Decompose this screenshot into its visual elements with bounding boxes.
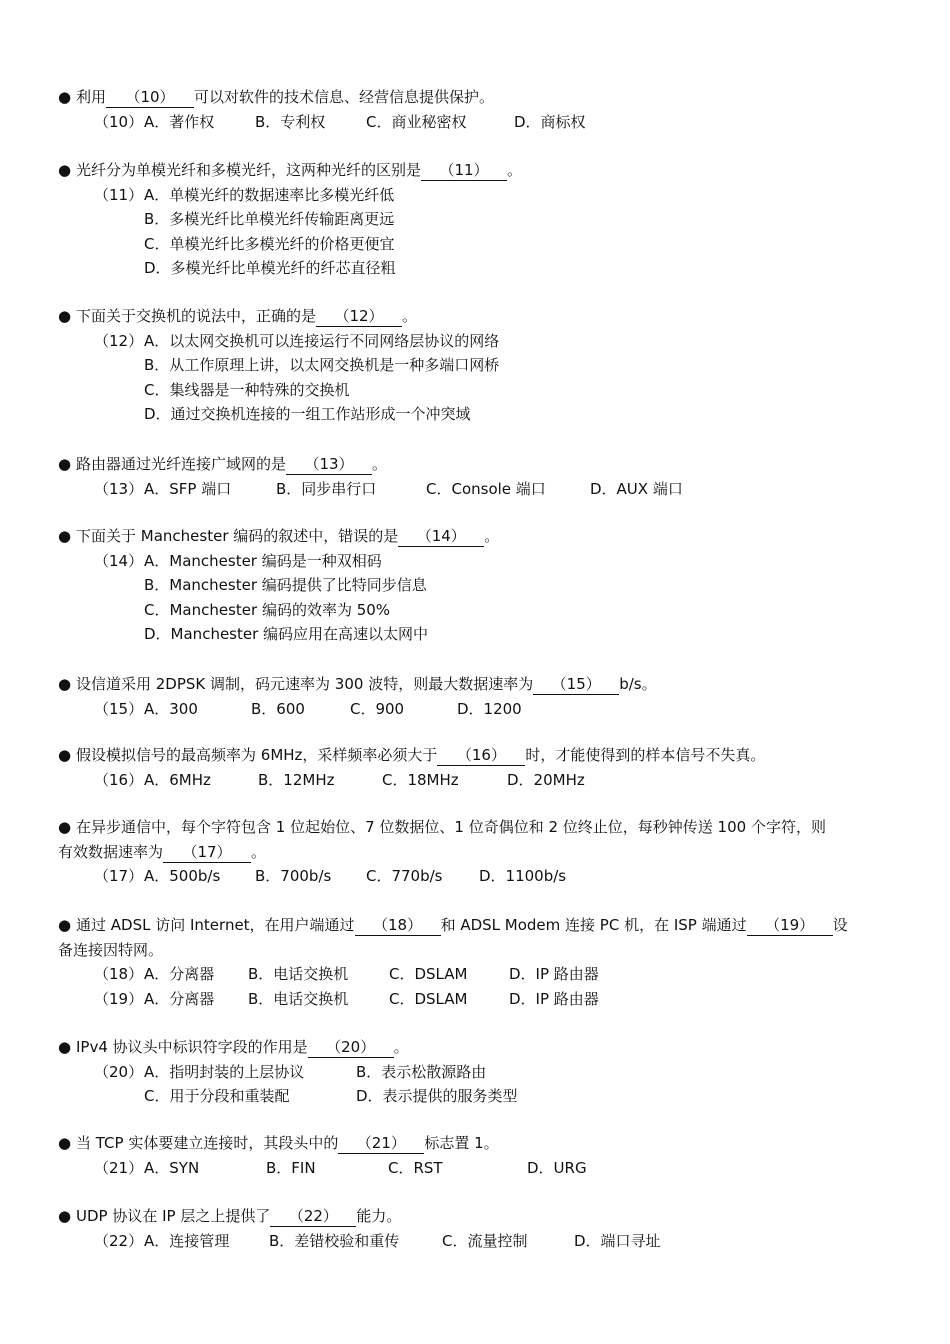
bullet: ●	[58, 746, 72, 764]
question-17	[58, 815, 898, 889]
option-d: D．Manchester 编码应用在高速以太网中	[144, 625, 429, 643]
question-stem	[58, 158, 898, 183]
answer-blank: （11）	[421, 161, 507, 181]
question-stem	[58, 815, 898, 840]
stem-text: b/s。	[619, 675, 657, 693]
question-16	[58, 743, 898, 792]
question-stem	[58, 524, 898, 549]
option-number: （10）	[94, 112, 144, 131]
stem-text: 利用	[76, 88, 107, 106]
answer-blank: （17）	[163, 843, 251, 863]
option-a: A．SFP 端口	[144, 479, 232, 498]
option-c: C．Console 端口	[426, 479, 546, 498]
option-c: C．集线器是一种特殊的交换机	[144, 380, 350, 399]
option-d: D．AUX 端口	[590, 479, 683, 498]
options-row	[58, 402, 898, 427]
options-row	[58, 207, 898, 232]
stem-text: 。	[372, 455, 388, 473]
option-c: C．900	[350, 699, 405, 718]
question-20	[58, 1035, 898, 1109]
bullet: ●	[58, 161, 72, 179]
option-c: C．18MHz	[382, 770, 459, 789]
stem-text: 光纤分为单模光纤和多模光纤，这两种光纤的区别是	[76, 161, 422, 179]
options-row	[58, 353, 898, 378]
options-row	[58, 962, 898, 987]
question-stem	[58, 304, 898, 329]
stem-text: 。	[393, 1038, 409, 1056]
options-row	[58, 864, 898, 889]
option-number: （13）	[94, 479, 144, 498]
answer-blank: （22）	[270, 1207, 356, 1227]
option-b: B．12MHz	[258, 770, 335, 789]
option-d: D．IP 路由器	[509, 989, 599, 1008]
option-b: B．电话交换机	[248, 965, 349, 983]
option-b: B．700b/s	[255, 867, 332, 885]
stem-text: 。	[251, 842, 267, 861]
answer-blank: （15）	[533, 675, 619, 695]
stem-text: 有效数据速率为	[58, 842, 164, 861]
option-c: C．DSLAM	[389, 965, 468, 983]
option-a: A．以太网交换机可以连接运行不同网络层协议的网络	[144, 331, 500, 350]
stem-text: 当 TCP 实体要建立连接时，其段头中的	[76, 1134, 339, 1152]
option-number: （19）	[94, 989, 144, 1008]
options-row	[58, 697, 898, 722]
options-row	[58, 768, 898, 793]
option-a: A．分离器	[144, 989, 215, 1008]
option-a: A．著作权	[144, 112, 215, 131]
option-number: （15）	[94, 699, 144, 718]
stem-text: 和 ADSL Modem 连接 PC 机，在 ISP 端通过	[440, 916, 747, 934]
bullet: ●	[58, 1134, 72, 1152]
question-13	[58, 452, 898, 501]
options-row	[58, 622, 898, 647]
option-d: D．1200	[457, 699, 522, 718]
question-18-19	[58, 913, 898, 1011]
option-c: C．用于分段和重装配	[144, 1087, 290, 1105]
option-b: B．专利权	[255, 112, 326, 131]
option-d: D．端口寻址	[574, 1231, 661, 1250]
options-row	[58, 573, 898, 598]
option-c: C．Manchester 编码的效率为 50%	[144, 600, 391, 619]
bullet: ●	[58, 455, 72, 473]
options-row	[58, 329, 898, 354]
option-a: A．6MHz	[144, 770, 211, 789]
answer-blank: （12）	[316, 307, 402, 327]
stem-text: IPv4 协议头中标识符字段的作用是	[76, 1038, 308, 1056]
options-row	[58, 378, 898, 403]
options-row	[58, 477, 898, 502]
option-a: A．单模光纤的数据速率比多模光纤低	[144, 185, 395, 204]
options-row	[58, 987, 898, 1012]
options-row	[58, 1060, 898, 1085]
option-c: C．单模光纤比多模光纤的价格更便宜	[144, 234, 395, 253]
question-12	[58, 304, 898, 427]
answer-blank: （10）	[106, 88, 194, 108]
option-a: A．指明封装的上层协议	[144, 1062, 305, 1081]
option-b: B．Manchester 编码提供了比特同步信息	[144, 576, 427, 594]
answer-blank: （21）	[338, 1134, 424, 1154]
option-a: A．500b/s	[144, 867, 221, 885]
stem-text: 可以对软件的技术信息、经营信息提供保护。	[194, 88, 495, 106]
stem-text: 。	[402, 307, 418, 325]
option-b: B．FIN	[266, 1158, 316, 1177]
options-row	[58, 1229, 898, 1254]
bullet: ●	[58, 916, 72, 934]
bullet: ●	[58, 1038, 72, 1056]
stem-text: 下面关于 Manchester 编码的叙述中，错误的是	[76, 527, 399, 545]
option-d: D．20MHz	[507, 770, 585, 789]
option-c: C．DSLAM	[389, 989, 468, 1008]
option-c: C．770b/s	[366, 867, 443, 885]
option-b: B．电话交换机	[248, 989, 349, 1008]
bullet: ●	[58, 88, 72, 106]
stem-text: 。	[507, 161, 523, 179]
stem-text: 能力。	[356, 1207, 402, 1225]
option-d: D．商标权	[514, 112, 586, 131]
question-22	[58, 1204, 898, 1253]
option-d: D．URG	[527, 1158, 587, 1177]
option-d: D．多模光纤比单模光纤的纤芯直径粗	[144, 259, 396, 277]
option-c: C．商业秘密权	[366, 112, 467, 131]
answer-blank: （16）	[437, 746, 525, 766]
option-number: （17）	[94, 867, 144, 885]
question-stem	[58, 1204, 898, 1229]
option-number: （18）	[94, 965, 144, 983]
stem-text: 在异步通信中，每个字符包含 1 位起始位、7 位数据位、1 位奇偶位和 2 位终止位，每秒钟传送 100 个字符，则	[76, 818, 826, 836]
options-row	[58, 1084, 898, 1109]
question-stem	[58, 913, 898, 938]
answer-blank: （20）	[308, 1038, 394, 1058]
option-a: A．SYN	[144, 1158, 200, 1177]
option-b: B．600	[251, 699, 305, 718]
option-number: （16）	[94, 770, 144, 789]
question-stem	[58, 938, 898, 963]
question-stem	[58, 743, 898, 768]
option-number: （21）	[94, 1158, 144, 1177]
option-d: D．1100b/s	[479, 867, 567, 885]
answer-blank: （14）	[398, 527, 484, 547]
option-d: D．IP 路由器	[509, 965, 599, 983]
bullet: ●	[58, 307, 72, 325]
option-a: A．连接管理	[144, 1231, 230, 1250]
option-b: B．表示松散源路由	[356, 1062, 487, 1081]
stem-text: 设	[832, 916, 848, 934]
question-stem	[58, 672, 898, 697]
stem-text: 备连接因特网。	[58, 940, 164, 959]
option-a: A．分离器	[144, 965, 215, 983]
answer-blank: （18）	[355, 916, 441, 936]
stem-text: 下面关于交换机的说法中，正确的是	[76, 307, 317, 325]
question-stem	[58, 840, 898, 865]
stem-text: 。	[484, 527, 500, 545]
option-c: C．RST	[388, 1158, 443, 1177]
question-14	[58, 524, 898, 647]
options-row	[58, 256, 898, 281]
stem-text: 假设模拟信号的最高频率为 6MHz，采样频率必须大于	[76, 746, 438, 764]
stem-text: 时，才能使得到的样本信号不失真。	[525, 746, 766, 764]
bullet: ●	[58, 818, 72, 836]
options-row	[58, 110, 898, 135]
options-row	[58, 183, 898, 208]
options-row	[58, 598, 898, 623]
option-a: A．Manchester 编码是一种双相码	[144, 551, 382, 570]
option-number: （14）	[94, 551, 144, 570]
option-d: D．通过交换机连接的一组工作站形成一个冲突域	[144, 405, 471, 423]
answer-blank-2: （19）	[747, 916, 833, 936]
stem-text: 通过 ADSL 访问 Internet，在用户端通过	[76, 916, 355, 934]
stem-text: 设信道采用 2DPSK 调制，码元速率为 300 波特，则最大数据速率为	[76, 675, 534, 693]
bullet: ●	[58, 675, 72, 693]
bullet: ●	[58, 1207, 72, 1225]
option-b: B．多模光纤比单模光纤传输距离更远	[144, 210, 395, 228]
options-row	[58, 1156, 898, 1181]
option-number: （20）	[94, 1062, 144, 1081]
stem-text: UDP 协议在 IP 层之上提供了	[76, 1207, 271, 1225]
stem-text: 标志置 1。	[424, 1134, 499, 1152]
answer-blank: （13）	[286, 455, 372, 475]
option-number: （11）	[94, 185, 144, 204]
option-b: B．差错校验和重传	[269, 1231, 400, 1250]
bullet: ●	[58, 527, 72, 545]
question-10	[58, 85, 898, 134]
question-stem	[58, 1035, 898, 1060]
question-stem	[58, 85, 898, 110]
stem-text: 路由器通过光纤连接广域网的是	[76, 455, 287, 473]
question-11	[58, 158, 898, 281]
option-number: （22）	[94, 1231, 144, 1250]
option-c: C．流量控制	[442, 1231, 528, 1250]
option-d: D．表示提供的服务类型	[356, 1087, 518, 1105]
options-row	[58, 549, 898, 574]
options-row	[58, 232, 898, 257]
question-stem	[58, 1131, 898, 1156]
question-15	[58, 672, 898, 721]
question-21	[58, 1131, 898, 1180]
option-number: （12）	[94, 331, 144, 350]
option-b: B．同步串行口	[276, 479, 377, 498]
option-a: A．300	[144, 699, 198, 718]
option-b: B．从工作原理上讲，以太网交换机是一种多端口网桥	[144, 356, 500, 374]
question-stem	[58, 452, 898, 477]
